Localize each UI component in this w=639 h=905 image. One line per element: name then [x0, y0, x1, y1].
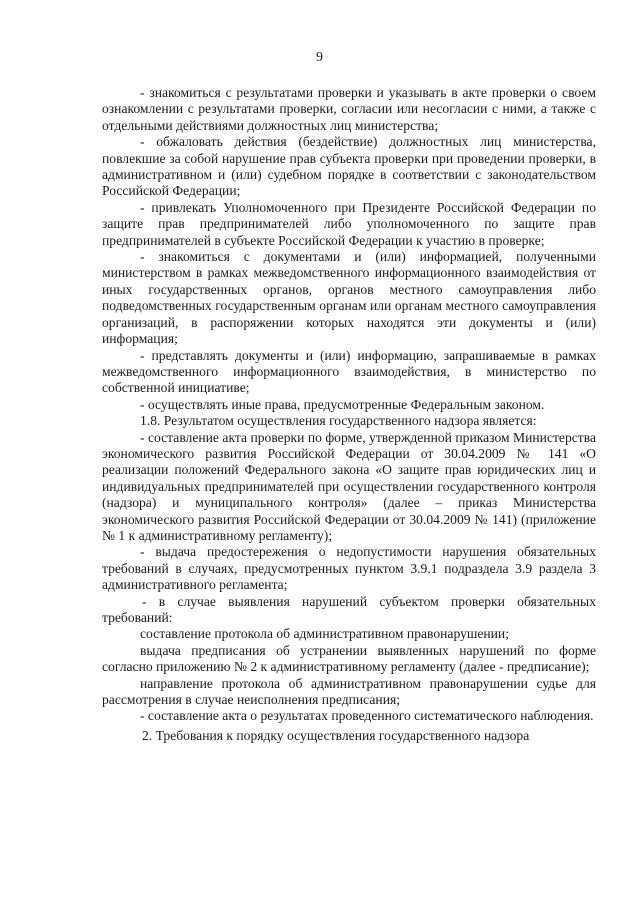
paragraph-right-other: - осуществлять иные права, предусмотренные Федеральным законом.	[140, 396, 545, 412]
paragraph-result-order: выдача предписания об устранении выявленных нарушений по форме согласно приложению № 2 к административному регламенту (далее - предписание);	[102, 642, 596, 675]
paragraph-result-protocol-court: направление протокола об административном правонарушении судье для рассмотрения в случае неисполнения предписания;	[102, 675, 596, 708]
paragraph-result-warning: - выдача предостережения о недопустимости нарушения обязательных требований в случаях, предусмотренных пунктом 3.9.1 подраздела 3.9 раздела 3 административного регламента;	[102, 544, 596, 593]
section-heading: 2. Требования к порядку осуществления государственного надзора	[142, 727, 530, 743]
paragraph-result-observation-act: - составление акта о результатах проведенного систематического наблюдения.	[140, 708, 594, 724]
paragraph-result-violations: - в случае выявления нарушений субъектом проверки обязательных требований:	[102, 593, 596, 625]
paragraph-right-ombudsman: - привлекать Уполномоченного при Президенте Российской Федерации по защите прав предпринимателей либо уполномоченного по защите прав предпринимателей в субъекте Российской Федерации к участию в проверке;	[102, 199, 596, 248]
paragraph-right-familiarize-results: - знакомиться с результатами проверки и указывать в акте проверки о своем ознакомлении с результатами проверки, согласии или несогласии с ними, а также с отдельными действиями должностных лиц министерства;	[102, 85, 596, 133]
paragraph-section-1-8: 1.8. Результатом осуществления государственного надзора является:	[140, 413, 537, 429]
paragraph-right-appeal: - обжаловать действия (бездействие) должностных лиц министерства, повлекшие за собой нарушение прав субъекта проверки при проведении проверки, в административном и (или) судебном порядке в соответствии с законодательством Российской Федерации;	[102, 134, 596, 199]
paragraph-result-protocol: составление протокола об административном правонарушении;	[140, 626, 509, 642]
document-body	[102, 85, 596, 744]
paragraph-result-inspection-act: - составление акта проверки по форме, утвержденной приказом Министерства экономического развития Российской Федерации от 30.04.2009 № 141 «О реализации положений Федерального закона «О защите прав юридических лиц и индивидуальных предпринимателей при осуществлении государственного контроля (надзора) и муниципального контроля» (далее – приказ Министерства экономического развития Российской Федерации от 30.04.2009 № 141) (приложение № 1 к административному регламенту);	[102, 429, 596, 543]
page-number: 9	[316, 50, 323, 65]
paragraph-right-familiarize-documents: - знакомиться с документами и (или) информацией, полученными министерством в рамках межведомственного информационного взаимодействия от иных государственных органов, органов местного самоуправления либо подведомственных государственным органам или органам местного самоуправления организаций, в распоряжении которых находятся эти документы и (или) информация;	[102, 249, 596, 347]
paragraph-right-submit-documents: - представлять документы и (или) информацию, запрашиваемые в рамках межведомственного информационного взаимодействия, в министерство по собственной инициативе;	[102, 347, 596, 396]
